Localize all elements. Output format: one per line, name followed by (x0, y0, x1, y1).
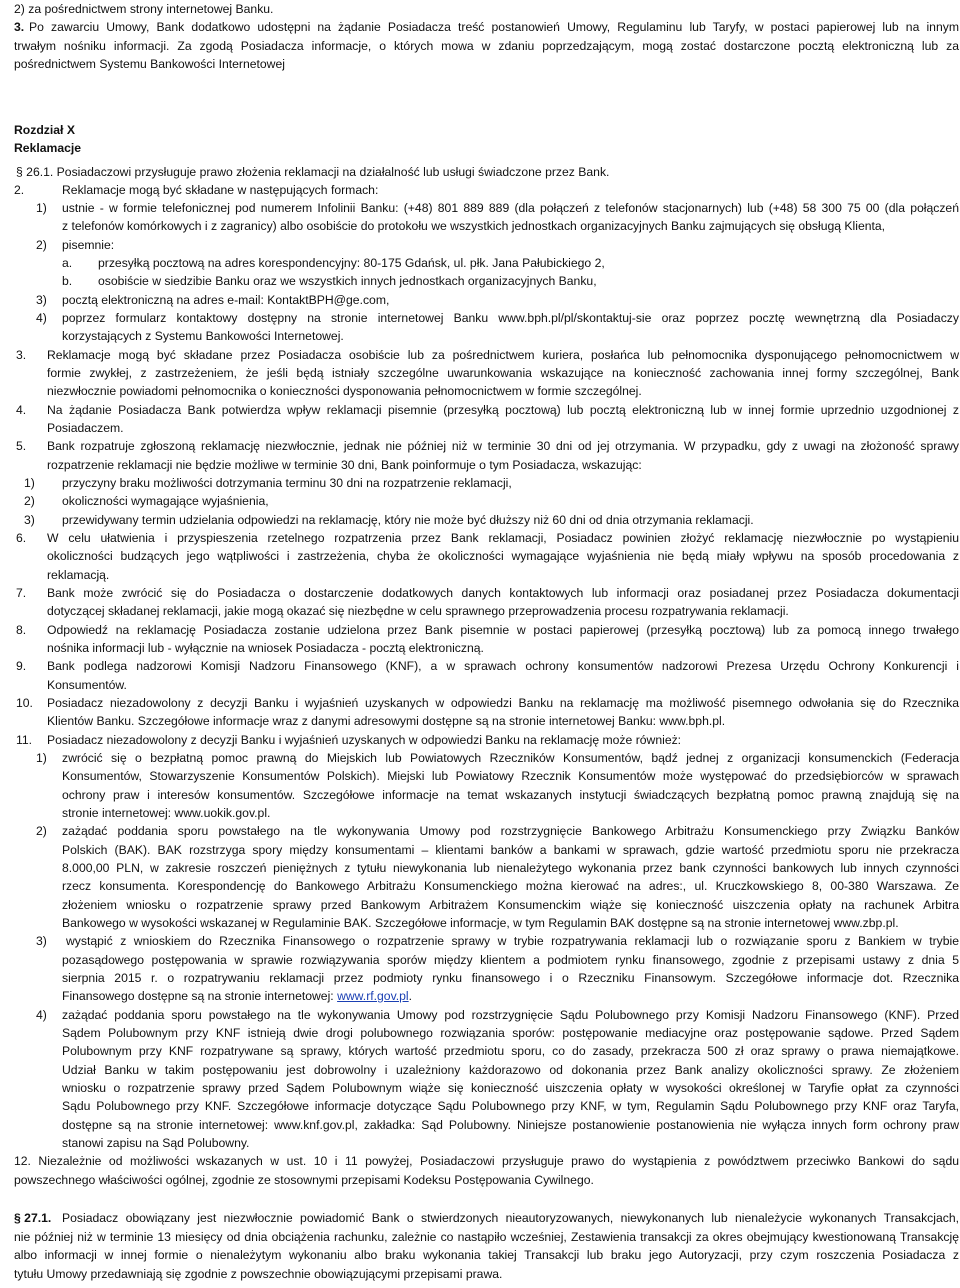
list-item: pozasądowego postępowania w sprawie rozwiązywania sporów między klientem a podmiotem rynku finansowego, zgodnie z przepisami ustawy z dnia 5 (62, 953, 959, 967)
paragraph-text: powszechnego właściwości ogólnej, zgodnie ze stosownymi przepisami Kodeksu Postępowania Cywilnego. (14, 1173, 594, 1187)
list-item: Polskich (BAK). BAK rozstrzyga spory między konsumentami – klientami banków a bankami w sprawach, gdzie wartość przedmiotu sporu nie przekracza (62, 843, 959, 857)
list-item: złożeniem wniosku o rozpatrzenie sprawy przed Bankowym Arbitrażem Konsumenckim wiąże się konieczność uiszczenia opłaty na rachunek Arbitra (62, 898, 959, 912)
paragraph-number: 5. (16, 439, 27, 453)
list-item: przesyłką pocztową na adres korespondencyjny: 80-175 Gdańsk, ul. płk. Jana Pałubickiego 2, (98, 256, 605, 270)
list-item: dostępne są na stronie internetowej: www.knf.gov.pl, zakładka: Sąd Polubowny. Niniejsze postanowienie postanowienia nie wyłącza innych form ochrony praw (62, 1118, 959, 1132)
list-number: 4) (36, 311, 47, 325)
list-item: przyczyny braku możliwości dotrzymania terminu 30 dni na rozpatrzenie reklamacji, (62, 476, 512, 490)
list-number: 3) (36, 293, 47, 307)
list-number: 2) (24, 494, 35, 508)
list-item: Udział Banku w takim postępowaniu jest dobrowolny i uzależniony każdorazowo od dokonania przez Bank analizy okoliczności sprawy. Ze złożeniem (62, 1063, 959, 1077)
paragraph-number: 4. (16, 403, 27, 417)
paragraph-text: Konsumentów. (47, 678, 127, 692)
list-item: ochrony praw i interesów konsumentów. Szczegółowe informacje na temat wskazanych instytucji świadczących bezpłatną pomoc prawną znajdują się na (62, 788, 959, 802)
rf-website-link[interactable]: www.rf.gov.pl (337, 989, 409, 1003)
list-item: zażądać poddania sporu powstałego na tle wykonywania Umowy pod rozstrzygnięcie Bankowego Arbitrażu Konsumenckiego przy Związku Banków (62, 824, 959, 838)
paragraph-text: 12. Niezależnie od możliwości wskazanych w ust. 10 i 11 powyżej, Posiadaczowi przysługuje prawo do wystąpienia z powództwem przeciwko Bankowi do sądu (14, 1154, 959, 1168)
list-item: z telefonów komórkowych i z zagranicy) albo osobiście do protokołu we wszystkich jednostkach organizacyjnych Banku zajmujących się obsługą Klienta, (62, 219, 886, 233)
section-27-number: § 27.1. (14, 1211, 52, 1225)
paragraph-text: trwałym nośniku informacji. Za zgodą Posiadacza informacje, o których mowa w zdaniu poprzedzającym, mogą zostać dostarczone pocztą elektroniczną lub za (14, 39, 959, 53)
paragraph-text: tytułu Umowy przedawniają się zgodnie z powszechnie obowiązującymi przepisami prawa. (14, 1267, 503, 1281)
paragraph-text: dotyczącej składanej reklamacji, jakie mogą okazać się niezbędne w celu sprawnego przeprowadzenia procesu rozpatrywania reklamacji. (47, 604, 789, 618)
list-letter: b. (62, 274, 73, 288)
paragraph-text: Klientów Banku. Szczegółowe informacje wraz z danymi adresowymi dostępne są na stronie internetowej Banku: www.bph.pl. (47, 714, 726, 728)
paragraph-text: Bank rozpatruje zgłoszoną reklamację niezwłocznie, jednak nie później niż w terminie 30 dni od jej otrzymania. W przypadku, gdy z uwagi na złożoność sprawy (47, 439, 959, 453)
list-item: wystąpić z wnioskiem do Rzecznika Finansowego o rozpatrzenie sprawy w trybie rozpatrywania reklamacji lub o rozwiązanie sporu z Bankiem w trybie (66, 934, 959, 948)
list-item: zażądać poddania sporu powstałego na tle wykonywania Umowy pod rozstrzygnięcie Sądu Polubownego przy Komisji Nadzoru Finansowego (KNF). Przed (62, 1008, 959, 1022)
list-number: 1) (36, 751, 47, 765)
paragraph-text: Posiadaczem. (47, 421, 124, 435)
list-number: 1) (36, 201, 47, 215)
paragraph-number: 10. (16, 696, 33, 710)
paragraph-text: Posiadacz niezadowolony z decyzji Banku i wyjaśnień uzyskanych w odpowiedzi Banku na reklamację może również: (47, 733, 682, 747)
list-item: Sądem Polubownym przy KNF istnieją dwie drogi polubownego rozwiązania sporów: postępowanie mediacyjne oraz postępowanie sądowe. Przed Sądem (62, 1026, 959, 1040)
paragraph-text: Bank podlega nadzorowi Komisji Nadzoru Finansowego (KNF), a w sprawach ochrony konsumentów nadzorowi Prezesa Urzędu Ochrony Konkurencji i (47, 659, 959, 673)
paragraph-text: Posiadacz niezadowolony z decyzji Banku i wyjaśnień uzyskanych w odpowiedzi Banku na reklamację ma możliwość pisemnego odwołania się do Rzecznika (47, 696, 959, 710)
paragraph-text: Odpowiedź na reklamację Posiadacza zostanie udzielona przez Bank pisemnie w postaci papierowej (przesyłką pocztową) lub za pomocą innego trwałego (47, 623, 959, 637)
list-item: stronie internetowej: www.uokik.gov.pl. (62, 806, 271, 820)
paragraph-text: nośnika informacji lub - wyłącznie na wniosek Posiadacza - pocztą elektroniczną. (47, 641, 484, 655)
list-item: poprzez formularz kontaktowy dostępny na stronie internetowej Banku www.bph.pl/pl/skontaktuj-sie oraz poprzez pocztę wewnętrzną dla Posiadaczy (62, 311, 959, 325)
paragraph-number: 3. (14, 20, 25, 34)
chapter-subtitle: Reklamacje (14, 141, 82, 155)
paragraph-text: niezwłocznie powiadomi pełnomocnika o konieczności dysponowania pełnomocnictwem w formie szczególnej. (47, 384, 642, 398)
paragraph-text: reklamacją. (47, 568, 110, 582)
list-item-text: Finansowego dostępne są na stronie internetowej: (62, 989, 338, 1003)
paragraph-text: Reklamacje mogą być składane w następujących formach: (62, 183, 379, 197)
list-number: 2) (36, 824, 47, 838)
paragraph-number: 9. (16, 659, 27, 673)
list-number: 3) (36, 934, 47, 948)
section-26-paragraph-1: § 26.1. Posiadaczowi przysługuje prawo złożenia reklamacji na działalność lub usługi świadczone przez Bank. (16, 165, 610, 179)
paragraph-number: 8. (16, 623, 27, 637)
paragraph-text: nie później niż w terminie 13 miesięcy od dnia obciążenia rachunku, zależnie co nastąpiło wcześniej, Zestawienia transakcji za okres obejmujący kwestionowaną Transakcję (14, 1230, 959, 1244)
paragraph-text: albo informacji w innej formie o nienależytym wykonaniu albo braku wykonania takiej Transakcji lub braku jego Autoryzacji, przy czym roszczenia Posiadacza z (14, 1248, 959, 1262)
list-item: Polubownym przy KNF rozpatrywane są sprawy, których wartość przedmiotu sporu, co do zasady, przekracza 500 zł oraz sprawy o prawa niemajątkowe. (62, 1044, 959, 1058)
list-item: wniosku o rozpatrzenie sprawy przed Sądem Polubownym wiąże się konieczność uiszczenia opłaty w wysokości określonej w Taryfie opłat za czynności (62, 1081, 959, 1095)
paragraph-text: W celu ułatwienia i przyspieszenia rzetelnego rozpatrzenia przez Bank reklamacji, Posiadacz powinien złożyć reklamację niezwłocznie po wystąpieniu (47, 531, 959, 545)
paragraph-text: Reklamacje mogą być składane przez Posiadacza osobiście lub za pośrednictwem kuriera, posłańca lub pełnomocnika dysponującego pełnomocnictwem w (47, 348, 959, 362)
chapter-title: Rozdział X (14, 123, 75, 137)
list-number: 2) (36, 238, 47, 252)
list-item: 2) za pośrednictwem strony internetowej Banku. (14, 2, 274, 16)
list-item: zwrócić się o bezpłatną pomoc prawną do Miejskich lub Powiatowych Rzeczników Konsumentów, bądź jednej z organizacji konsumenckich (Federacja (62, 751, 959, 765)
list-number: 1) (24, 476, 35, 490)
list-item (62, 987, 412, 1005)
paragraph-text: Po zawarciu Umowy, Bank dodatkowo udostępni na żądanie Posiadacza treść postanowień Umowy, Regulaminu lub Taryfy, w postaci papierowej lub na innym (29, 20, 959, 34)
paragraph-text: Posiadacz obowiązany jest niezwłocznie powiadomić Bank o stwierdzonych nieautoryzowanych, niewykonanych lub nienależycie wykonanych Transakcjach, (62, 1211, 959, 1225)
list-item: Bankowego w wysokości wskazanej w Regulaminie BAK. Szczegółowe informacje, w tym Regulamin BAK dostępne są na stronie internetowej www.zbp.pl. (62, 916, 899, 930)
list-item: stanowi zapisu na Sąd Polubowny. (62, 1136, 250, 1150)
list-item: rzecz konsumenta. Korespondencję do Bankowego Arbitrażu Konsumenckiego można kierować na adres:, ul. Kruczkowskiego 8, 00-380 Warszawa. Ze (62, 879, 959, 893)
list-number: 3) (24, 513, 35, 527)
list-item: sierpnia 2015 r. o rozpatrywaniu reklamacji przez podmioty rynku finansowego i o Rzeczniku Finansowym. Szczegółowe informacje dot. Rzecznika (62, 971, 959, 985)
list-item: korzystających z Systemu Bankowości Internetowej. (62, 329, 344, 343)
list-item: 8.000,00 PLN, w zakresie roszczeń pieniężnych z tytułu niewykonania lub nienależytego wykonania przez bank czynności bankowych lub innych czynności (62, 861, 959, 875)
paragraph-number: 3. (16, 348, 27, 362)
paragraph-text: Na żądanie Posiadacza Bank potwierdza wpływ reklamacji pisemnie (przesyłką pocztową) lub pocztą elektroniczną lub w innej formie uprzednio uzgodnionej z (47, 403, 959, 417)
list-item: Konsumentów, Stowarzyszenie Konsumentów Polskich). Miejski lub Powiatowy Rzecznik Konsumentów może występować do przedsiębiorców w sprawach (62, 769, 959, 783)
list-item: osobiście w siedzibie Banku oraz we wszystkich innych jednostkach organizacyjnych Banku, (98, 274, 597, 288)
paragraph-number: 2. (14, 183, 25, 197)
paragraph-text: pośrednictwem Systemu Bankowości Internetowej (14, 57, 285, 71)
list-item: pocztą elektroniczną na adres e-mail: KontaktBPH@ge.com, (62, 293, 390, 307)
paragraph-number: 6. (16, 531, 27, 545)
paragraph-text: formie zwykłej, z zastrzeżeniem, że jeśli będą istniały szczególne uwarunkowania wskazujące na konieczność zachowania innej formy szczególnej, Bank (47, 366, 959, 380)
paragraph-text: rozpatrzenie reklamacji nie będzie możliwe w terminie 30 dni, Bank poinformuje o tym Posiadacza, wskazując: (47, 458, 642, 472)
list-item: przewidywany termin udzielania odpowiedzi na reklamację, który nie może być dłuższy niż 60 dni od dnia otrzymania reklamacji. (62, 513, 754, 527)
paragraph-text: Bank może zwrócić się do Posiadacza o dostarczenie dodatkowych danych kontaktowych lub informacji oraz posiadanej przez Posiadacza dokumentacji (47, 586, 959, 600)
paragraph-number: 11. (16, 733, 33, 747)
list-number: 4) (36, 1008, 47, 1022)
list-item: ustnie - w formie telefonicznej pod numerem Infolinii Banku: (+48) 801 889 889 (dla połączeń z telefonów stacjonarnych) lub (+48) 58 300 75 00 (dla połączeń (62, 201, 959, 215)
list-item: okoliczności wymagające wyjaśnienia, (62, 494, 269, 508)
list-item-text: . (408, 989, 413, 1003)
list-item: Sądu Polubownego przy KNF. Szczegółowe informacje dotyczące Sądu Polubownego przy KNF, w tym, Regulamin Sądu Polubownego przy KNF oraz Taryfa, (62, 1099, 959, 1113)
list-letter: a. (62, 256, 73, 270)
list-item: pisemnie: (62, 238, 115, 252)
paragraph-text: okoliczności budzących jego wątpliwości i zastrzeżenia, chyba że okoliczności wymagające wyjaśnienia nie będą miały wpływu na sposób procedowania z (47, 549, 959, 563)
paragraph-number: 7. (16, 586, 27, 600)
